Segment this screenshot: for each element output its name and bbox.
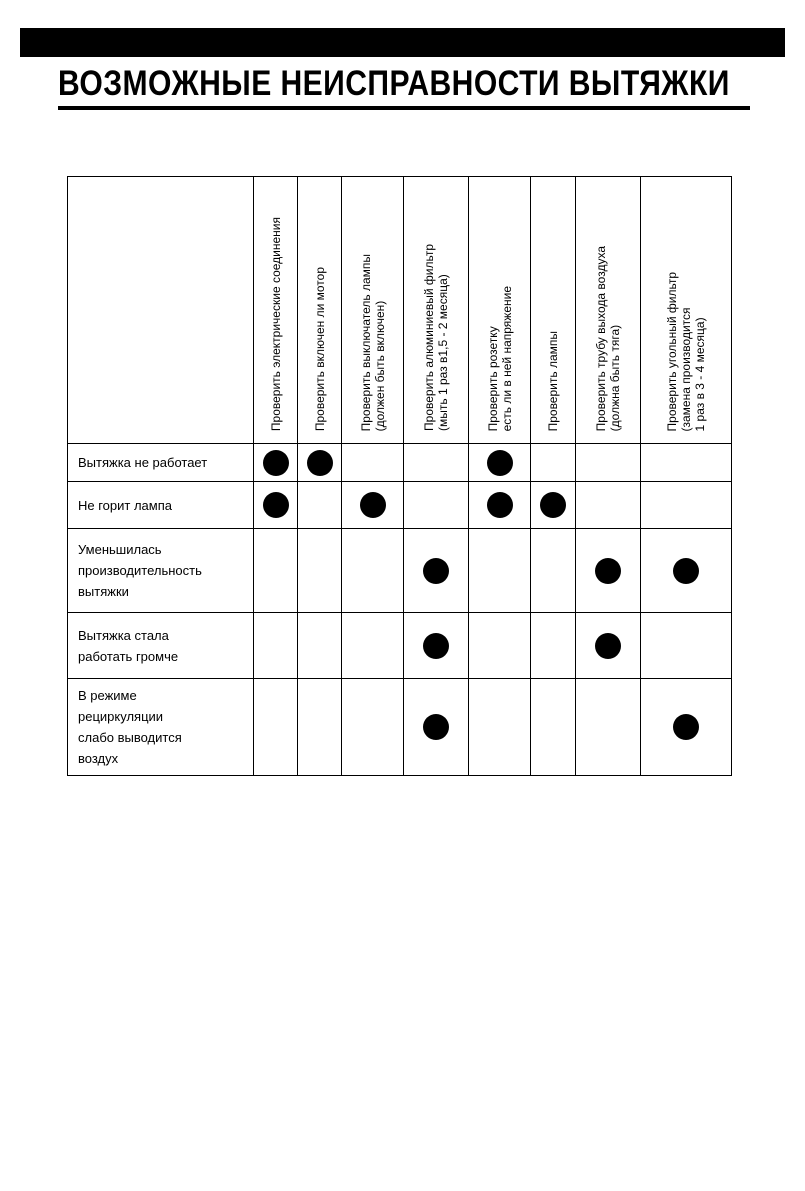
top-black-bar: [20, 28, 785, 57]
check-cell: [298, 482, 342, 529]
check-dot-icon: [263, 450, 289, 476]
column-header: [641, 177, 732, 444]
column-header-label: Проверить выключатель лампы (должен быть включен): [358, 253, 387, 431]
check-cell: [404, 613, 469, 679]
table-row: [68, 529, 732, 613]
check-dot-icon: [540, 492, 566, 518]
column-header: [342, 177, 404, 444]
check-cell: [404, 444, 469, 482]
check-dot-icon: [595, 633, 621, 659]
table-row: [68, 679, 732, 776]
column-header-label: Проверить включен ли мотор: [312, 266, 327, 431]
check-dot-icon: [360, 492, 386, 518]
check-cell: [531, 482, 576, 529]
check-cell: [254, 613, 298, 679]
troubleshooting-table: [67, 176, 732, 776]
check-cell: [641, 444, 732, 482]
check-cell: [342, 444, 404, 482]
corner-cell: [68, 177, 254, 444]
check-cell: [531, 444, 576, 482]
check-cell: [254, 444, 298, 482]
check-cell: [576, 679, 641, 776]
check-cell: [641, 679, 732, 776]
column-header-label: Проверить лампы: [546, 330, 560, 431]
page-title: ВОЗМОЖНЫЕ НЕИСПРАВНОСТИ ВЫТЯЖКИ: [58, 64, 730, 103]
check-cell: [531, 529, 576, 613]
check-cell: [641, 613, 732, 679]
check-cell: [254, 679, 298, 776]
problem-label: Вытяжка не работает: [68, 444, 254, 482]
check-cell: [469, 613, 531, 679]
check-cell: [404, 529, 469, 613]
check-dot-icon: [423, 558, 449, 584]
check-cell: [404, 679, 469, 776]
problem-label: Уменьшилась производительность вытяжки: [68, 529, 254, 613]
column-header-label: Проверить розетку есть ли в ней напряжение: [485, 285, 514, 431]
check-cell: [576, 613, 641, 679]
check-cell: [254, 482, 298, 529]
check-cell: [576, 444, 641, 482]
problem-label: В режиме рециркуляции слабо выводится воздух: [68, 679, 254, 776]
check-dot-icon: [263, 492, 289, 518]
check-cell: [342, 482, 404, 529]
check-cell: [342, 529, 404, 613]
column-header: [404, 177, 469, 444]
column-header: [298, 177, 342, 444]
problem-label: Вытяжка стала работать громче: [68, 613, 254, 679]
check-dot-icon: [487, 492, 513, 518]
check-dot-icon: [423, 633, 449, 659]
check-cell: [576, 529, 641, 613]
check-dot-icon: [673, 714, 699, 740]
check-dot-icon: [673, 558, 699, 584]
column-header-label: Проверить трубу выхода воздуха (должна быть тяга): [594, 245, 622, 431]
check-cell: [641, 529, 732, 613]
table-row: [68, 482, 732, 529]
check-cell: [469, 444, 531, 482]
column-header-label: Проверить угольный фильтр (замена производится 1 раз в 3 - 4 месяца): [665, 271, 707, 431]
column-header: [531, 177, 576, 444]
check-cell: [469, 529, 531, 613]
check-cell: [298, 679, 342, 776]
check-cell: [576, 482, 641, 529]
check-cell: [469, 482, 531, 529]
check-cell: [298, 529, 342, 613]
table-row: [68, 444, 732, 482]
check-dot-icon: [423, 714, 449, 740]
check-cell: [531, 613, 576, 679]
column-header: [576, 177, 641, 444]
check-cell: [342, 613, 404, 679]
check-dot-icon: [307, 450, 333, 476]
check-cell: [254, 529, 298, 613]
check-cell: [641, 482, 732, 529]
check-dot-icon: [487, 450, 513, 476]
check-cell: [298, 613, 342, 679]
check-cell: [404, 482, 469, 529]
check-cell: [469, 679, 531, 776]
column-header: [469, 177, 531, 444]
check-cell: [298, 444, 342, 482]
header-row: [68, 177, 732, 444]
column-header: [254, 177, 298, 444]
table-row: [68, 613, 732, 679]
column-header-label: Проверить алюминиевый фильтр (мыть 1 раз в1,5 - 2 месяца): [422, 244, 450, 431]
problem-label: Не горит лампа: [68, 482, 254, 529]
check-dot-icon: [595, 558, 621, 584]
column-header-label: Проверить электрические соединения: [268, 216, 283, 431]
check-cell: [342, 679, 404, 776]
title-underline: [58, 106, 750, 110]
check-cell: [531, 679, 576, 776]
